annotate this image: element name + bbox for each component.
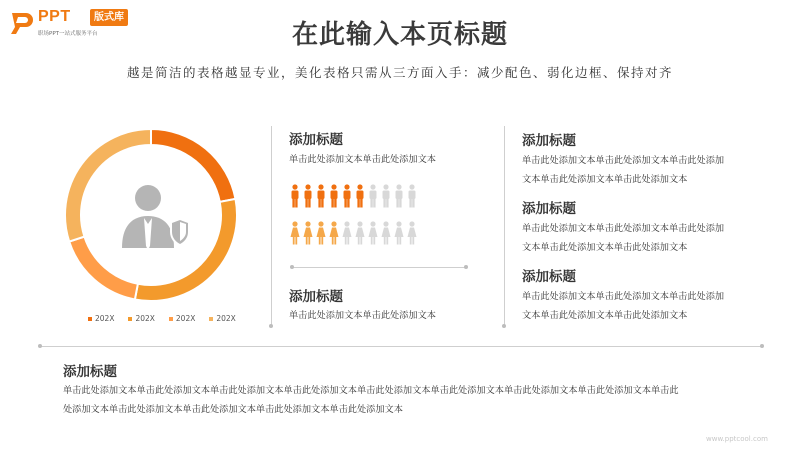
page-subtitle: 越是简洁的表格越显专业，美化表格只需从三方面入手：减少配色、弱化边框、保持对齐 bbox=[126, 65, 673, 80]
person-icon bbox=[342, 184, 352, 208]
right-heading-1: 添加标题 bbox=[522, 133, 576, 149]
chart-legend bbox=[88, 314, 236, 323]
middle-top-text: 单击此处添加文本单击此处添加文本 bbox=[289, 154, 436, 165]
person-icon bbox=[316, 184, 326, 208]
person-icon bbox=[368, 184, 378, 208]
legend-label: 202X bbox=[135, 314, 155, 323]
donut-chart bbox=[62, 126, 240, 304]
person-icon bbox=[407, 184, 417, 208]
divider-endpoint bbox=[290, 265, 294, 269]
right-heading-2: 添加标题 bbox=[522, 201, 576, 217]
divider-right bbox=[504, 126, 505, 326]
page-title: 在此输入本页标题 bbox=[291, 20, 508, 50]
divider-endpoint bbox=[38, 344, 42, 348]
legend-swatch bbox=[88, 317, 92, 321]
right-text-1: 单击此处添加文本单击此处添加文本单击此处添加 文本单击此处添加文本单击此处添加文本 bbox=[522, 155, 725, 185]
right-text-2: 单击此处添加文本单击此处添加文本单击此处添加 文本单击此处添加文本单击此处添加文本 bbox=[522, 223, 725, 253]
legend-label: 202X bbox=[175, 314, 196, 323]
person-icon bbox=[381, 221, 391, 245]
legend-swatch bbox=[169, 317, 173, 321]
legend-item bbox=[88, 314, 114, 323]
person-icon bbox=[355, 221, 365, 245]
right-text-3: 单击此处添加文本单击此处添加文本单击此处添加 文本单击此处添加文本单击此处添加文本 bbox=[522, 291, 725, 321]
middle-bottom-text: 单击此处添加文本单击此处添加文本 bbox=[289, 310, 436, 321]
person-icon bbox=[329, 184, 339, 208]
watermark: www.pptcool.com bbox=[706, 435, 768, 443]
people-row-female bbox=[290, 221, 417, 245]
legend-swatch bbox=[128, 317, 132, 321]
person-icon bbox=[290, 221, 300, 245]
bottom-text: 单击此处添加文本单击此处添加文本单击此处添加文本单击此处添加文本单击此处添加文本单击此处添加文本单击此处添加文本单击此处添加文本单击此 处添加文本单击此处添加文本单击此处添加文本单击此处添加文本单击此处添加文本 bbox=[63, 385, 679, 415]
legend-label: 202X bbox=[95, 314, 115, 323]
divider-endpoint bbox=[760, 344, 764, 348]
legend-label: 202X bbox=[216, 314, 236, 323]
person-icon bbox=[381, 184, 391, 208]
donut-segments bbox=[65, 129, 237, 301]
person-icon bbox=[394, 184, 404, 208]
divider-endpoint bbox=[464, 265, 468, 269]
user-shield-icon bbox=[122, 185, 190, 250]
legend-item bbox=[169, 314, 195, 323]
donut-slice bbox=[135, 199, 237, 301]
logo-tagline: 职场PPT一站式服务平台 bbox=[38, 31, 98, 37]
logo-badge: 版式库 bbox=[90, 9, 128, 26]
middle-bottom-heading: 添加标题 bbox=[289, 289, 343, 305]
right-heading-3: 添加标题 bbox=[522, 269, 576, 285]
logo-brand-text: PPT bbox=[38, 8, 71, 25]
middle-top-heading: 添加标题 bbox=[289, 132, 343, 148]
person-icon bbox=[355, 184, 365, 208]
divider-endpoint bbox=[269, 324, 273, 328]
person-icon bbox=[394, 221, 404, 245]
divider-bottom bbox=[40, 346, 762, 347]
person-icon bbox=[290, 184, 300, 208]
divider-endpoint bbox=[502, 324, 506, 328]
divider-middle bbox=[292, 267, 466, 268]
person-icon bbox=[316, 221, 326, 245]
legend-swatch bbox=[209, 317, 213, 321]
legend-item bbox=[128, 314, 154, 323]
person-icon bbox=[342, 221, 352, 245]
bottom-heading: 添加标题 bbox=[63, 364, 117, 380]
person-icon bbox=[303, 221, 313, 245]
donut-slice bbox=[151, 129, 235, 202]
person-icon bbox=[303, 184, 313, 208]
person-icon bbox=[329, 221, 339, 245]
divider-left bbox=[271, 126, 272, 326]
person-icon bbox=[407, 221, 417, 245]
legend-item bbox=[209, 314, 235, 323]
person-icon bbox=[368, 221, 378, 245]
people-row-male bbox=[290, 184, 417, 208]
